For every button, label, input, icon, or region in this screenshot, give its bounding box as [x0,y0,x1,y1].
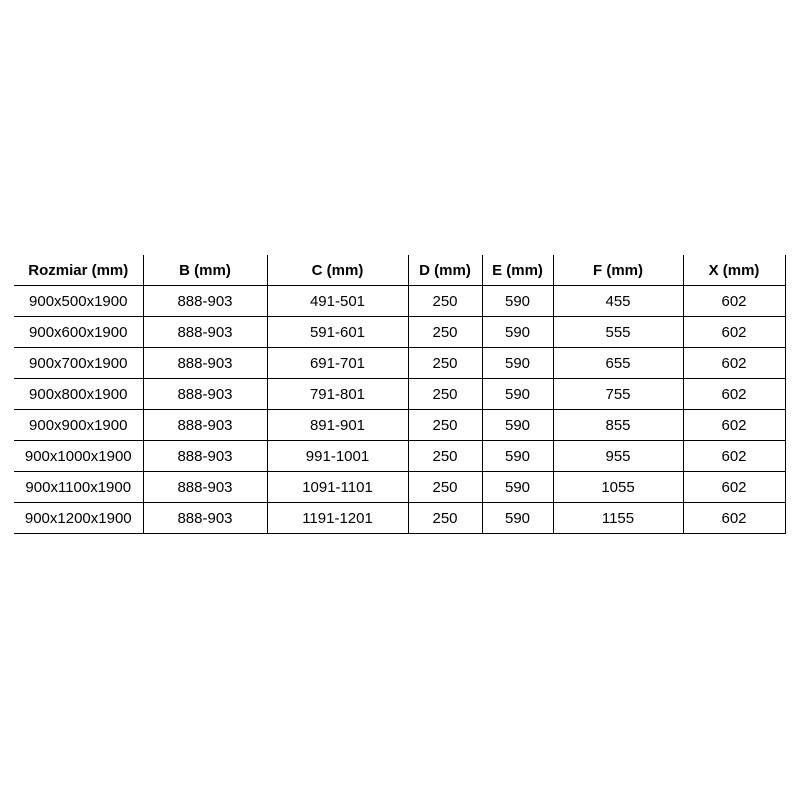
column-header-d: D (mm) [408,255,482,286]
table-cell: 1091-1101 [267,472,408,503]
table-cell: 888-903 [143,472,267,503]
table-cell: 250 [408,286,482,317]
table-cell: 602 [683,503,785,534]
table-cell: 590 [482,410,553,441]
table-cell: 955 [553,441,683,472]
table-cell: 602 [683,410,785,441]
table-cell: 888-903 [143,503,267,534]
table-cell: 888-903 [143,379,267,410]
dimensions-table [14,255,786,534]
table-cell: 691-701 [267,348,408,379]
table-cell: 602 [683,348,785,379]
table-cell: 491-501 [267,286,408,317]
table-cell: 1055 [553,472,683,503]
table-cell: 900x1100x1900 [14,472,143,503]
column-header-e: E (mm) [482,255,553,286]
table-cell: 888-903 [143,286,267,317]
table-cell: 590 [482,286,553,317]
table-cell: 590 [482,317,553,348]
table-row [14,317,785,348]
table-cell: 888-903 [143,441,267,472]
table-cell: 991-1001 [267,441,408,472]
table-cell: 900x500x1900 [14,286,143,317]
table-cell: 590 [482,503,553,534]
table-cell: 250 [408,317,482,348]
table-cell: 900x900x1900 [14,410,143,441]
table-cell: 888-903 [143,410,267,441]
column-header-x: X (mm) [683,255,785,286]
table-row [14,503,785,534]
table-row [14,441,785,472]
table-cell: 1191-1201 [267,503,408,534]
table-cell: 250 [408,472,482,503]
table-cell: 900x1200x1900 [14,503,143,534]
table-cell: 888-903 [143,317,267,348]
table-cell: 655 [553,348,683,379]
table-cell: 555 [553,317,683,348]
table-header-row [14,255,785,286]
table-cell: 250 [408,441,482,472]
table-cell: 602 [683,472,785,503]
table-cell: 250 [408,379,482,410]
table-cell: 590 [482,472,553,503]
table-row [14,286,785,317]
table-cell: 900x800x1900 [14,379,143,410]
table-cell: 602 [683,317,785,348]
table-cell: 855 [553,410,683,441]
table-cell: 590 [482,379,553,410]
table-row [14,472,785,503]
table-cell: 888-903 [143,348,267,379]
table-cell: 791-801 [267,379,408,410]
table-cell: 590 [482,441,553,472]
table-row [14,410,785,441]
table-cell: 900x700x1900 [14,348,143,379]
table-cell: 591-601 [267,317,408,348]
column-header-c: C (mm) [267,255,408,286]
table-cell: 250 [408,503,482,534]
table-cell: 602 [683,379,785,410]
table-cell: 602 [683,286,785,317]
table-cell: 455 [553,286,683,317]
table-cell: 590 [482,348,553,379]
table-cell: 1155 [553,503,683,534]
table-cell: 891-901 [267,410,408,441]
table-cell: 900x1000x1900 [14,441,143,472]
table-cell: 900x600x1900 [14,317,143,348]
table-cell: 250 [408,348,482,379]
column-header-rozmiar: Rozmiar (mm) [14,255,143,286]
table-cell: 755 [553,379,683,410]
column-header-f: F (mm) [553,255,683,286]
table-cell: 250 [408,410,482,441]
column-header-b: B (mm) [143,255,267,286]
table-row [14,379,785,410]
table-body [14,286,785,534]
table-cell: 602 [683,441,785,472]
table-row [14,348,785,379]
